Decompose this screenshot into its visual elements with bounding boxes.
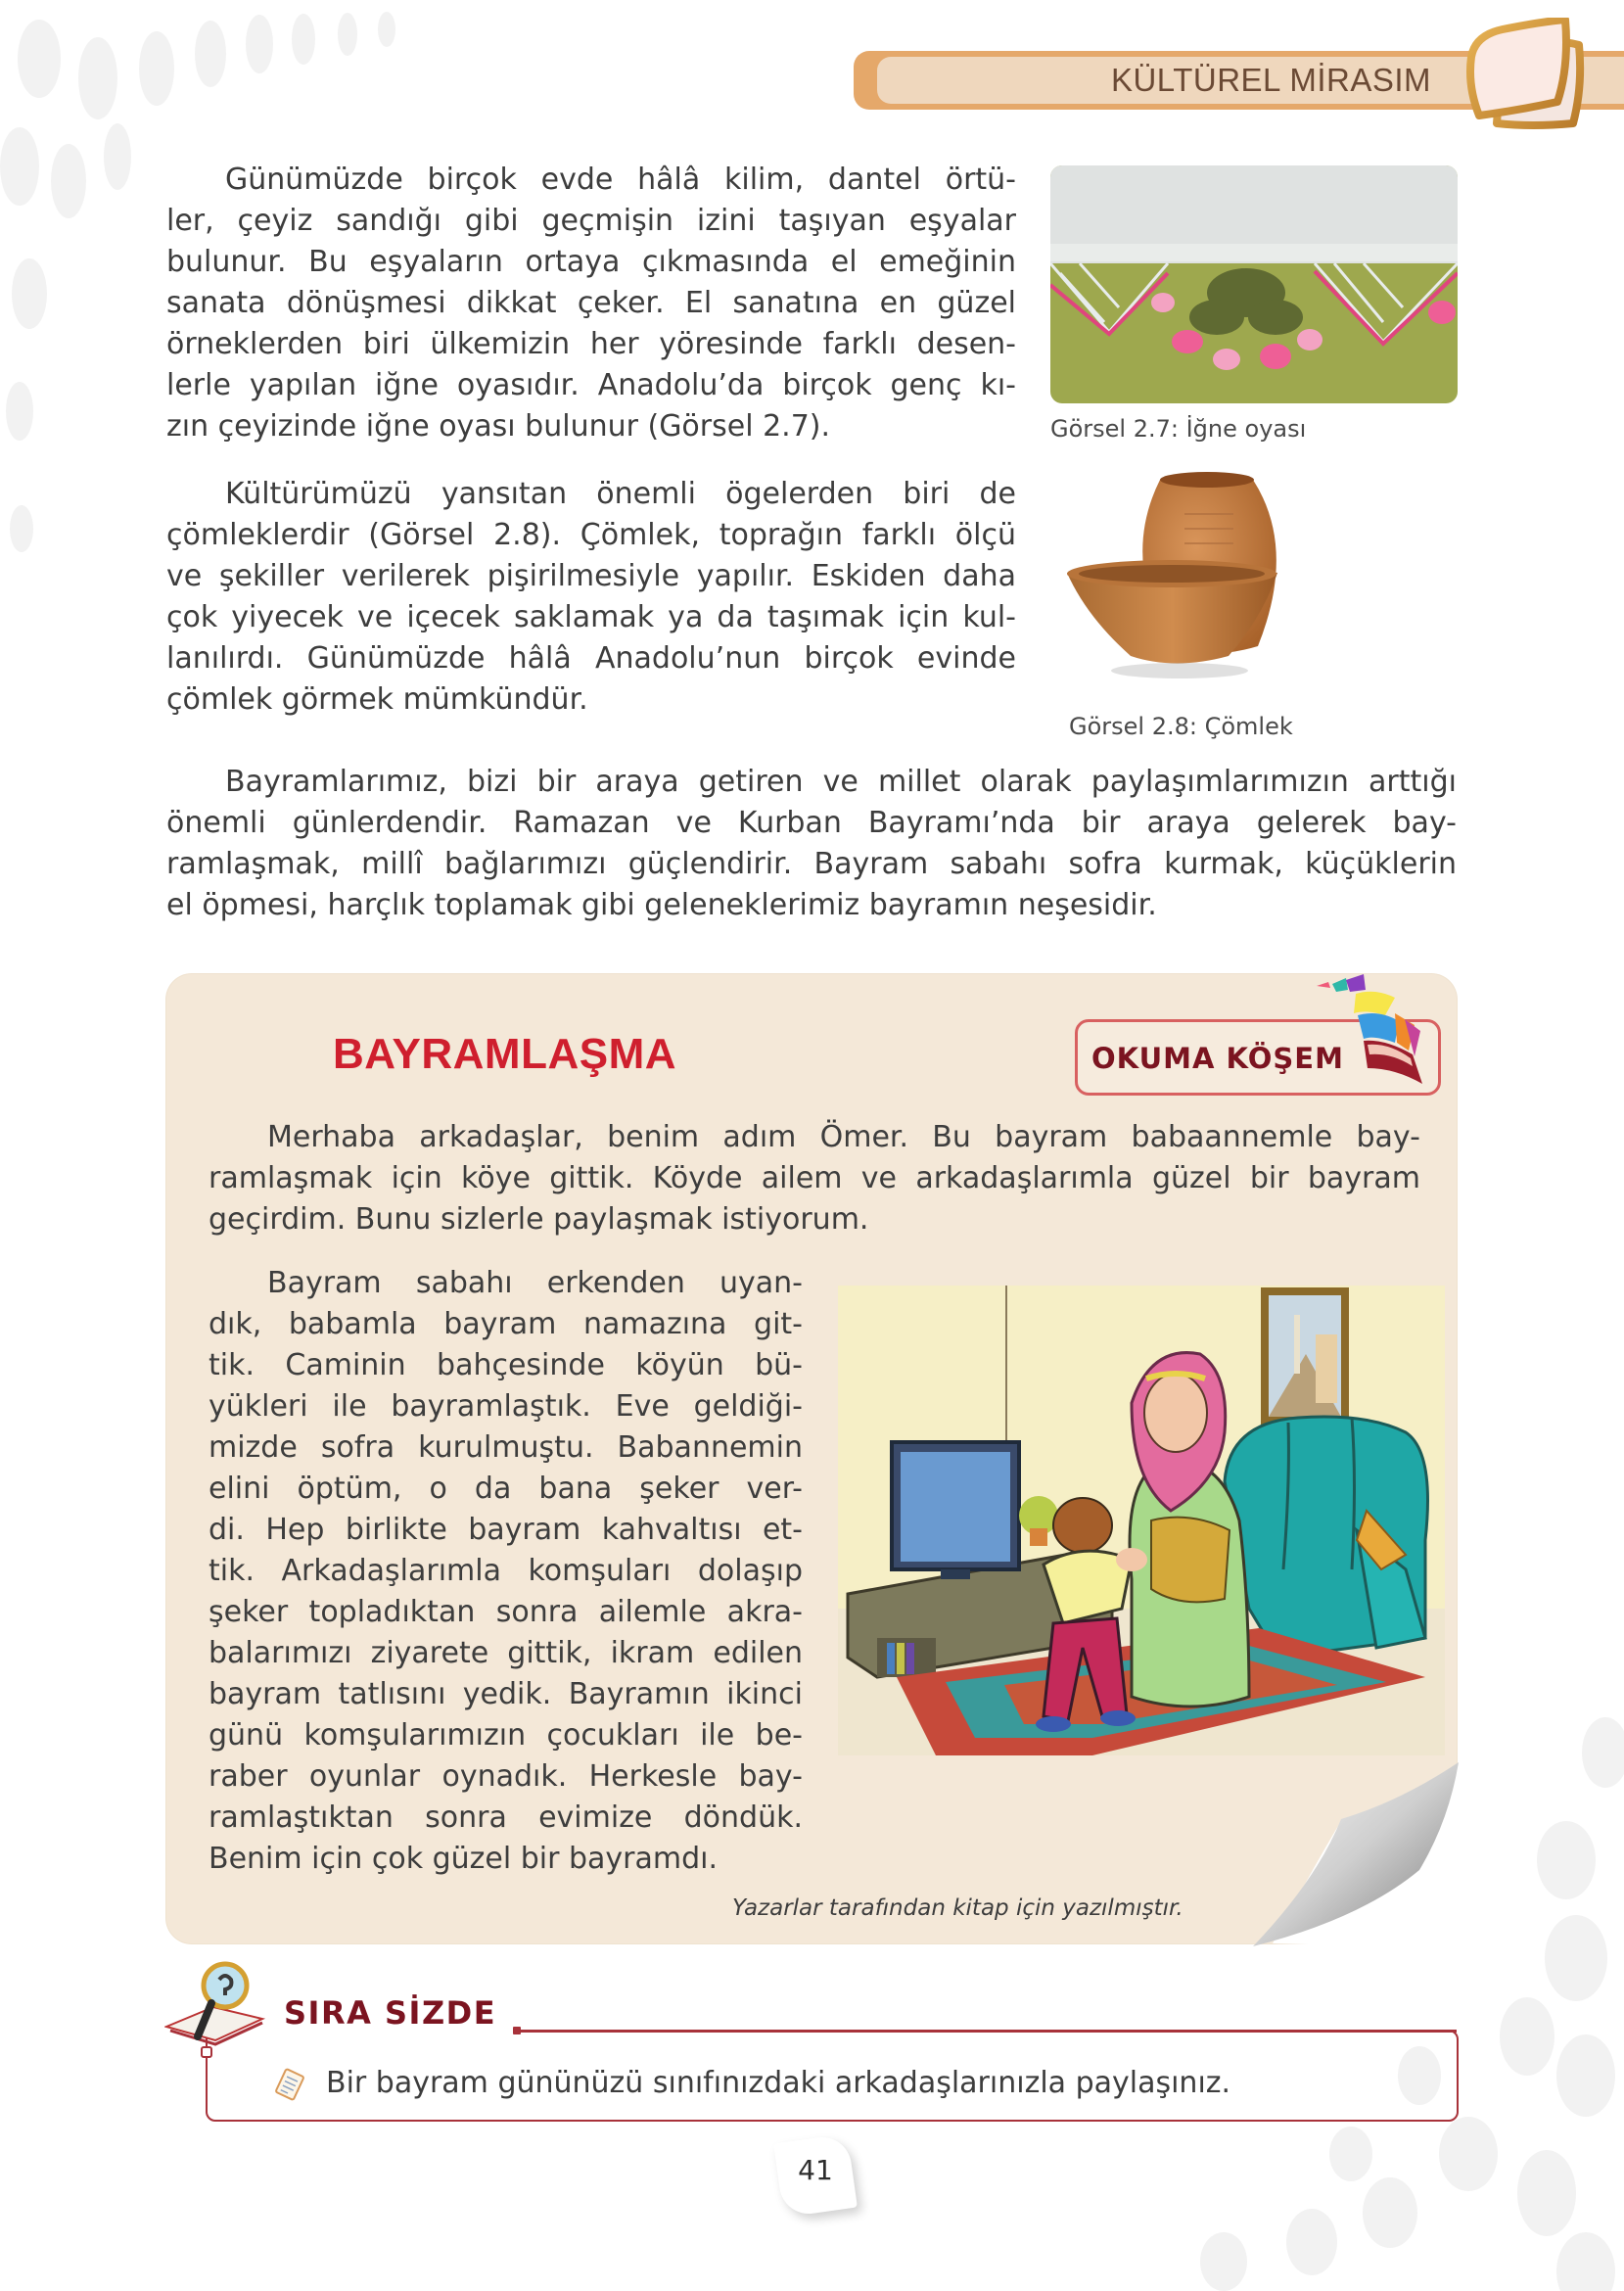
text-line: Bayram sabahı erkenden uyan- <box>267 1266 803 1300</box>
leaf-badge-icon <box>1463 18 1591 135</box>
comlek-photo <box>1062 460 1326 695</box>
text-line: tik. Arkadaşlarımla komşuları dolaşıp <box>209 1554 803 1588</box>
sira-sizde-title: SIRA SİZDE <box>284 1994 497 2032</box>
figure-2-8-caption: Görsel 2.8: Çömlek <box>1069 713 1293 740</box>
text-line: Merhaba arkadaşlar, benim adım Ömer. Bu bayram babaannemle bay- <box>267 1120 1420 1154</box>
magnifier-book-icon <box>164 1958 277 2046</box>
section-title: KÜLTÜREL MİRASIM <box>1110 62 1431 98</box>
text-line: mizde sofra kurulmuştu. Babannemin <box>209 1430 803 1465</box>
text-line: geçirdim. Bunu sizlerle paylaşmak istiyorum. <box>209 1202 869 1237</box>
figure-2-7-caption: Görsel 2.7: İğne oyası <box>1050 415 1307 443</box>
text-line: önemli günlerdendir. Ramazan ve Kurban Bayramı’nda bir araya gelerek bay- <box>166 806 1457 840</box>
paragraph-comlek <box>166 474 1016 721</box>
clipboard-icon <box>274 2066 309 2101</box>
text-line: balarımızı ziyarete gittik, ikram edilen <box>209 1636 803 1670</box>
text-line: raber oyunlar oynadık. Herkesle bay- <box>209 1759 803 1794</box>
bayramlasma-illustration <box>838 1286 1445 1755</box>
text-line: Günümüzde birçok evde hâlâ kilim, dantel örtü- <box>225 163 1016 197</box>
text-line: ler, çeyiz sandığı gibi geçmişin izini taşıyan eşyalar <box>166 204 1016 238</box>
text-line: sanata dönüşmesi dikkat çeker. El sanatına en güzel <box>166 286 1016 320</box>
text-line: lerle yapılan iğne oyasıdır. Anadolu’da birçok genç kı- <box>166 368 1016 402</box>
sira-divider <box>517 2030 1457 2033</box>
igne-oyasi-photo <box>1050 165 1458 403</box>
sira-connector-dot <box>201 2046 212 2058</box>
reading-intro <box>209 1117 1420 1240</box>
text-line: günü komşularımızın çocukları ile be- <box>209 1718 803 1753</box>
text-line: ramlaşmak, millî bağlarımızı güçlendirir. Bayram sabahı sofra kurmak, küçüklerin <box>166 847 1457 881</box>
text-line: bulunur. Bu eşyaların ortaya çıkmasında el emeğinin <box>166 245 1016 279</box>
page-number: 41 <box>798 2154 833 2186</box>
text-line: di. Hep birlikte bayram kahvaltısı et- <box>209 1513 803 1547</box>
text-line: Benim için çok güzel bir bayramdı. <box>209 1842 719 1876</box>
text-line: zın çeyizinde iğne oyası bulunur (Görsel 2.7). <box>166 409 831 444</box>
text-line: ve şekiller verilerek pişirilmesiyle yapılır. Eskiden daha <box>166 559 1016 593</box>
text-line: yükleri ile bayramlaştık. Eve geldiği- <box>209 1389 803 1424</box>
text-line: dık, babamla bayram namazına git- <box>209 1307 803 1341</box>
reading-title: BAYRAMLAŞMA <box>333 1030 676 1078</box>
text-line: çömleklerdir (Görsel 2.8). Çömlek, toprağın farklı ölçü <box>166 518 1016 552</box>
reading-story <box>209 1263 803 1880</box>
source-note: Yazarlar tarafından kitap için yazılmıştır. <box>732 1895 1183 1921</box>
text-line: örneklerden biri ülkemizin her yöresinde farklı desen- <box>166 327 1016 361</box>
text-line: ramlaştıktan sonra evimize döndük. <box>209 1800 803 1835</box>
text-line: tik. Caminin bahçesinde köyün bü- <box>209 1348 803 1382</box>
text-line: Bayramlarımız, bizi bir araya getiren ve millet olarak paylaşımlarımızın arttığı <box>225 765 1457 799</box>
text-line: el öpmesi, harçlık toplamak gibi geleneklerimiz bayramın neşesidir. <box>166 888 1157 922</box>
okuma-kosem-label: OKUMA KÖŞEM <box>1091 1042 1344 1075</box>
text-line: Kültürümüzü yansıtan önemli ögelerden biri de <box>225 477 1016 511</box>
text-line: çömlek görmek mümkündür. <box>166 682 588 717</box>
text-line: şeker topladıktan sonra ailemle akra- <box>209 1595 803 1629</box>
text-line: ramlaşmak için köye gittik. Köyde ailem ve arkadaşlarımla güzel bir bayram <box>209 1161 1420 1195</box>
text-line: çok yiyecek ve içecek saklamak ya da taşımak için kul- <box>166 600 1016 634</box>
text-line: elini öptüm, o da bana şeker ver- <box>209 1472 803 1506</box>
open-book-icon <box>1307 974 1444 1092</box>
text-line: lanılırdı. Günümüzde hâlâ Anadolu’nun birçok evinde <box>166 641 1016 676</box>
paragraph-igne-oyasi <box>166 160 1016 447</box>
page-curl-icon <box>1214 1762 1459 1948</box>
paragraph-bayramlar <box>166 762 1457 926</box>
text-line: bayram tatlısını yedik. Bayramın ikinci <box>209 1677 803 1711</box>
sira-sizde-task: Bir bayram gününüzü sınıfınızdaki arkadaşlarınızla paylaşınız. <box>326 2066 1231 2100</box>
